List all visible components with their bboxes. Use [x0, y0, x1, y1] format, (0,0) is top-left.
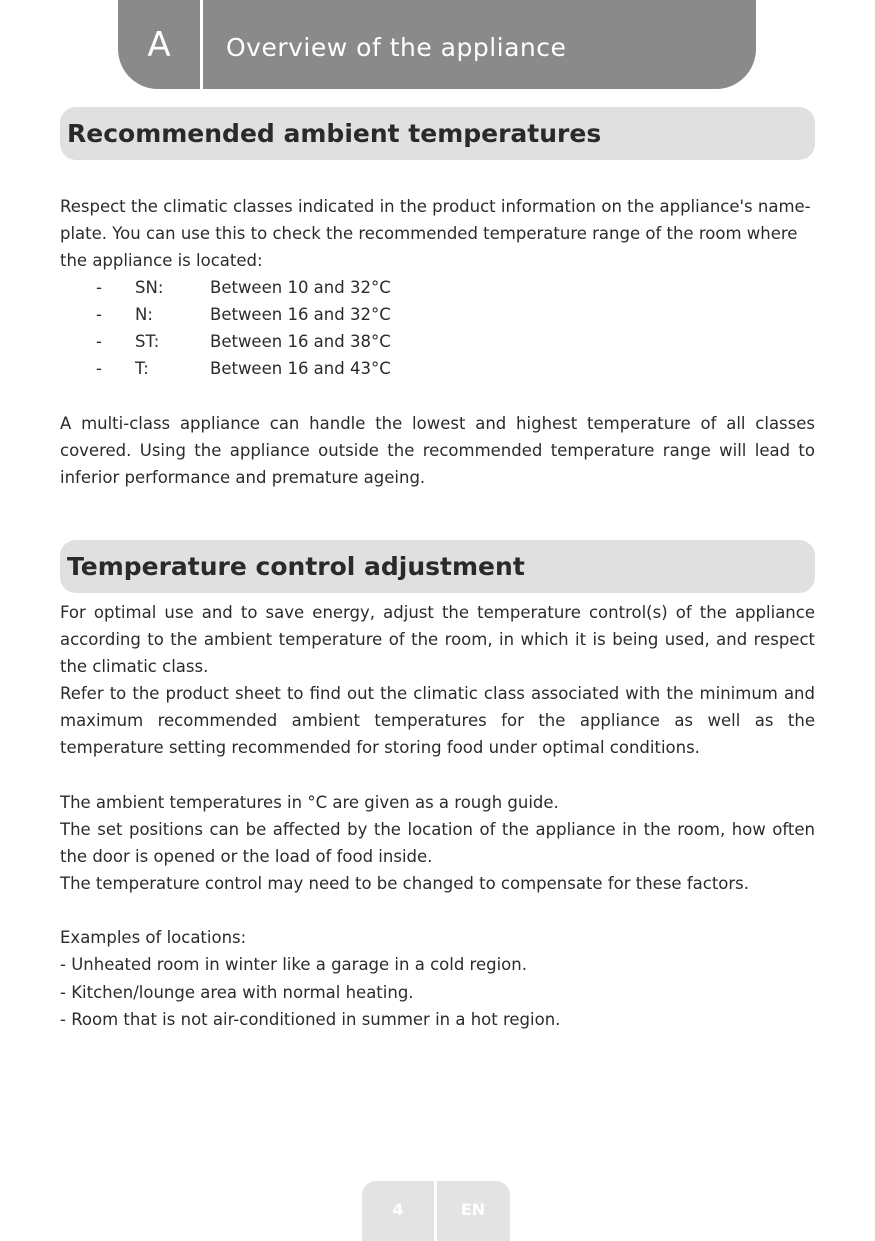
list-item: [60, 274, 560, 301]
ambient-intro-text: Respect the climatic classes indicated in the product information on the appliance's name-plate. You can use this to check the recommended temperature range of the room where the appliance is located:: [60, 197, 811, 270]
page-number: 4: [392, 1200, 404, 1219]
list-dash: -: [96, 359, 102, 378]
class-code: SN:: [135, 278, 164, 297]
class-range: Between 16 and 32°C: [210, 305, 391, 324]
example-item: - Room that is not air-conditioned in summer in a hot region.: [60, 1010, 561, 1029]
header-divider: [200, 0, 203, 89]
class-range: Between 16 and 38°C: [210, 332, 391, 351]
list-item: [60, 301, 560, 328]
examples-title: Examples of locations:: [60, 928, 247, 947]
list-dash: -: [96, 305, 102, 324]
example-item: - Unheated room in winter like a garage in a cold region.: [60, 955, 527, 974]
class-code: N:: [135, 305, 153, 324]
control-paragraph-1: For optimal use and to save energy, adjust the temperature control(s) of the appliance according to the ambient temperature of the room, in which it is being used, and respect the climatic class.: [60, 603, 815, 676]
set-positions-text: The set positions can be affected by the location of the appliance in the room, how often the door is opened or the load of food inside.: [60, 820, 815, 866]
section-header-control: [60, 540, 815, 593]
class-code: T:: [135, 359, 149, 378]
example-item: - Kitchen/lounge area with normal heating.: [60, 983, 414, 1002]
rough-guide-line: The ambient temperatures in °C are given as a rough guide.: [60, 793, 559, 812]
list-item: [60, 355, 560, 382]
multi-class-note: A multi-class appliance can handle the lowest and highest temperature of all classes covered. Using the appliance outside the recommended temperature range will lead to inferior performance and premature ageing.: [60, 414, 815, 487]
compensate-line: The temperature control may need to be changed to compensate for these factors.: [60, 874, 750, 893]
class-range: Between 10 and 32°C: [210, 278, 391, 297]
control-paragraph-2: Refer to the product sheet to find out the climatic class associated with the minimum and maximum recommended ambient temperatures for the appliance as well as the temperature setting recommended for storing food under optimal conditions.: [60, 684, 815, 757]
section-header-ambient: [60, 107, 815, 160]
section-title-ambient: Recommended ambient temperatures: [67, 119, 602, 148]
page-footer-tab: [362, 1181, 510, 1241]
section-title-control: Temperature control adjustment: [67, 552, 525, 581]
chapter-header: [118, 0, 756, 89]
class-range: Between 16 and 43°C: [210, 359, 391, 378]
list-dash: -: [96, 278, 102, 297]
climatic-class-list: [60, 274, 560, 382]
list-item: [60, 328, 560, 355]
chapter-letter: A: [147, 25, 171, 65]
class-code: ST:: [135, 332, 160, 351]
chapter-title: Overview of the appliance: [226, 33, 567, 62]
language-code: EN: [460, 1200, 486, 1219]
list-dash: -: [96, 332, 102, 351]
